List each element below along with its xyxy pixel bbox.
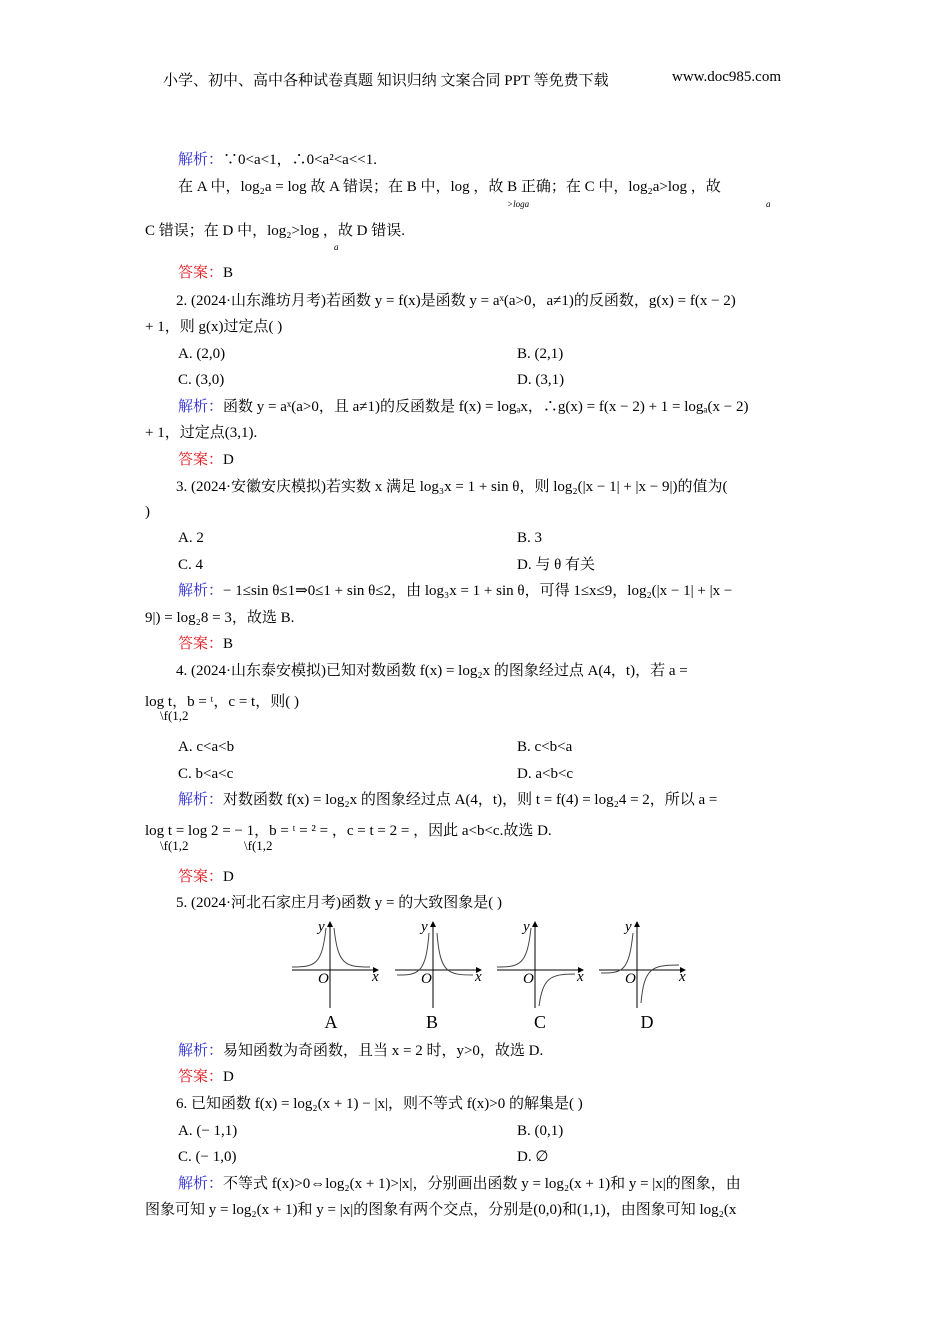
axis-y-label: y (625, 919, 632, 935)
axis-x-label: x (679, 969, 686, 985)
subscript: a (766, 199, 771, 209)
q6-stem: 6. 已知函数 f(x) = log₂(x + 1) − |x|，则不等式 f(x)>0 的解集是( ) (176, 1096, 583, 1112)
answer-value: D (223, 1069, 234, 1085)
axis-y-label: y (318, 919, 325, 935)
analysis-label: 解析： (178, 583, 224, 599)
q5-answer (178, 1068, 234, 1086)
origin-label: O (421, 971, 432, 987)
axis-x-label: x (577, 969, 584, 985)
q3-answer (178, 635, 233, 653)
option-c: C. (3,0) (178, 372, 225, 388)
q4-stem: 4. (2024·山东泰安模拟)已知对数函数 f(x) = log₂x 的图象经过点 A(4，t)，若 a = (176, 663, 688, 679)
subscript: \f(1,2 (244, 838, 273, 853)
analysis-label: 解析： (178, 152, 224, 168)
analysis-label: 解析： (178, 1176, 224, 1192)
axis-y-label: y (523, 919, 530, 935)
graph-option-d (597, 918, 687, 1013)
header-url: www.doc985.com (672, 69, 782, 85)
q5-stem: 5. (2024·河北石家庄月考)函数 y = 的大致图象是( ) (176, 895, 502, 911)
option-a: A. 2 (178, 530, 204, 546)
graph-option-b (393, 918, 483, 1013)
origin-label: O (625, 971, 636, 987)
answer-label: 答案： (178, 452, 224, 468)
analysis-text: − 1≤sin θ≤1⇒0≤1 + sin θ≤2，由 log₃x = 1 + sin θ，可得 1≤x≤9，log₂(|x − 1| + |x − (223, 583, 733, 599)
answer-value: D (223, 869, 234, 885)
answer-label: 答案： (178, 636, 224, 652)
axis-x-label: x (372, 969, 379, 985)
q2-stem-cont: + 1，则 g(x)过定点( ) (145, 319, 283, 335)
origin-label: O (318, 971, 329, 987)
graph-option-a (290, 918, 380, 1013)
q2-analysis (178, 398, 748, 416)
analysis-label: 解析： (178, 792, 224, 808)
option-b: B. c<b<a (517, 739, 573, 755)
option-b: B. (2,1) (517, 346, 564, 362)
option-c: C. b<a<c (178, 766, 234, 782)
q4-analysis-cont: log t = log 2 = − 1，b = ᵗ = ² = ，c = t = 2 = ，因此 a<b<c.故选 D. (145, 823, 552, 839)
option-b: B. (0,1) (517, 1123, 564, 1139)
option-c: C. (− 1,0) (178, 1149, 237, 1165)
q3-stem: 3. (2024·安徽安庆模拟)若实数 x 满足 log₃x = 1 + sin θ，则 log₂(|x − 1| + |x − 9|)的值为( (176, 479, 728, 495)
q4-stem-cont: log t，b = ᵗ，c = t，则( ) (145, 694, 299, 710)
option-a: A. (− 1,1) (178, 1123, 238, 1139)
subscript: a (334, 242, 339, 252)
q6-analysis-cont: 图象可知 y = log₂(x + 1)和 y = |x|的图象有两个交点，分别是(0,0)和(1,1)，由图象可知 log₂(x (145, 1202, 737, 1218)
axis-y-label: y (421, 919, 428, 935)
q1-answer (178, 264, 233, 282)
subscript: \f(1,2 (160, 708, 189, 723)
answer-value: B (223, 636, 234, 652)
q6-analysis (178, 1175, 741, 1193)
q1-analysis-line3: C 错误；在 D 中，log₂>log ，故 D 错误. (145, 223, 405, 239)
q5-analysis (178, 1042, 543, 1060)
analysis-text: 函数 y = aˣ(a>0，且 a≠1)的反函数是 f(x) = logₐx，∴g(x) = f(x − 2) + 1 = logₐ(x − 2) (223, 399, 749, 415)
q2-stem: 2. (2024·山东潍坊月考)若函数 y = f(x)是函数 y = aˣ(a>0，a≠1)的反函数，g(x) = f(x − 2) (176, 293, 736, 309)
origin-label: O (523, 971, 534, 987)
graph-label-c: C (533, 1012, 546, 1032)
graph-label-a: A (324, 1012, 338, 1032)
q4-answer (178, 868, 234, 886)
analysis-text: ∵0<a<1，∴0<a²<a<<1. (223, 152, 377, 168)
option-d: D. ∅ (517, 1149, 549, 1165)
q3-stem-cont: ) (145, 504, 150, 520)
option-d: D. a<b<c (517, 766, 574, 782)
analysis-text: 对数函数 f(x) = log₂x 的图象经过点 A(4，t)，则 t = f(4) = log₂4 = 2，所以 a = (223, 792, 718, 808)
graph-label-d: D (640, 1012, 654, 1032)
q2-answer (178, 451, 234, 469)
subscript: \f(1,2 (160, 838, 189, 853)
analysis-text: 易知函数为奇函数，且当 x = 2 时，y>0，故选 D. (223, 1043, 544, 1059)
graph-label-b: B (425, 1012, 438, 1032)
answer-label: 答案： (178, 265, 224, 281)
answer-value: D (223, 452, 234, 468)
q3-analysis (178, 582, 732, 600)
axis-x-label: x (475, 969, 482, 985)
q4-analysis (178, 791, 717, 809)
subscript: >loga (507, 199, 530, 209)
option-d: D. (3,1) (517, 372, 565, 388)
q3-analysis-cont: 9|) = log₂8 = 3，故选 B. (145, 610, 295, 626)
option-a: A. (2,0) (178, 346, 226, 362)
option-c: C. 4 (178, 557, 204, 573)
graph-option-c (495, 918, 585, 1013)
q2-analysis-cont: + 1，过定点(3,1). (145, 425, 258, 441)
analysis-label: 解析： (178, 1043, 224, 1059)
answer-label: 答案： (178, 1069, 224, 1085)
answer-value: B (223, 265, 234, 281)
option-d: D. 与 θ 有关 (517, 557, 596, 573)
q1-analysis (178, 151, 377, 169)
option-b: B. 3 (517, 530, 543, 546)
analysis-text: 不等式 f(x)>0⇔log₂(x + 1)>|x|，分别画出函数 y = log₂(x + 1)和 y = |x|的图象，由 (223, 1176, 741, 1192)
analysis-label: 解析： (178, 399, 224, 415)
option-a: A. c<a<b (178, 739, 235, 755)
q1-analysis-line2: 在 A 中，log₂a = log 故 A 错误；在 B 中，log ，故 B 正确；在 C 中，log₂a>log ，故 (178, 179, 721, 195)
header-banner: 小学、初中、高中各种试卷真题 知识归纳 文案合同 PPT 等免费下载 (163, 73, 609, 89)
answer-label: 答案： (178, 869, 224, 885)
